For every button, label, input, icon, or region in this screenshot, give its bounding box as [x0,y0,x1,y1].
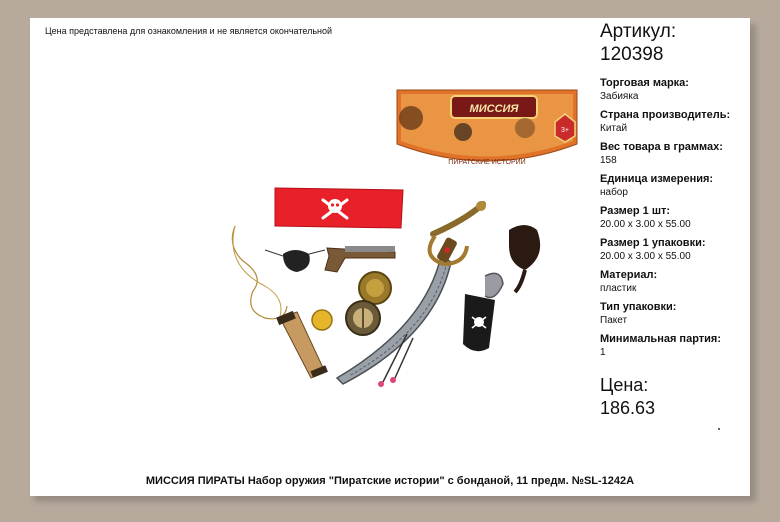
article-label: Артикул: [600,21,677,42]
pirate-hook [463,273,503,351]
spec-size-item [600,204,750,232]
gold-coin [312,310,332,330]
spec-label: Минимальная партия: [600,333,721,345]
spec-label: Торговая марка: [600,77,689,89]
spec-min-batch [600,332,750,360]
packaging-series-text: ПИРАТСКИЕ ИСТОРИИ [448,159,526,166]
spec-size-pack [600,236,750,264]
skull-icon [472,317,486,328]
packaging-header-card [397,90,577,166]
spec-unit [600,172,750,200]
spec-value: 158 [600,155,617,166]
product-title: МИССИЯ ПИРАТЫ Набор оружия "Пиратские истории" с бонданой, 11 предм. №SL-1242A [145,475,635,487]
spec-value: Пакет [600,315,628,326]
spec-value: набор [600,187,628,198]
spec-value: Китай [600,123,628,134]
spec-weight [600,140,750,168]
spec-label: Материал: [600,269,658,281]
spec-brand [600,76,750,104]
flintlock-pistol [325,246,395,272]
spec-value: 20.00 x 3.00 x 55.00 [600,219,691,230]
decorative-dot [718,428,720,430]
price-disclaimer: Цена представлена для ознакомления и не является окончательной [45,26,333,36]
spec-label: Вес товара в граммах: [600,141,723,153]
spec-label: Размер 1 шт: [600,205,671,217]
beard-wig [509,225,540,292]
bandana [275,188,403,228]
spec-label: Страна производитель: [600,109,731,121]
spec-list [600,76,750,364]
product-card [30,18,750,496]
packaging-brand-text: МИССИЯ [469,103,519,115]
spec-label: Единица измерения: [600,173,714,185]
eye-patch [265,250,325,272]
gold-medallion [359,272,391,304]
price-label: Цена: [600,375,649,395]
spec-label: Тип упаковки: [600,301,677,313]
spec-value: 1 [600,347,606,358]
price-value: 186.63 [600,398,656,418]
article-value: 120398 [600,44,664,65]
spec-value: 20.00 x 3.00 x 55.00 [600,251,691,262]
gold-chain [232,226,287,319]
age-badge: 3+ [561,127,569,134]
spec-pack-type [600,300,750,328]
spec-material [600,268,750,296]
product-photo [225,86,585,406]
spec-label: Размер 1 упаковки: [600,237,706,249]
spec-value: пластик [600,283,637,294]
compass [346,301,380,335]
spec-country [600,108,750,136]
spec-value: Забияка [600,91,639,102]
